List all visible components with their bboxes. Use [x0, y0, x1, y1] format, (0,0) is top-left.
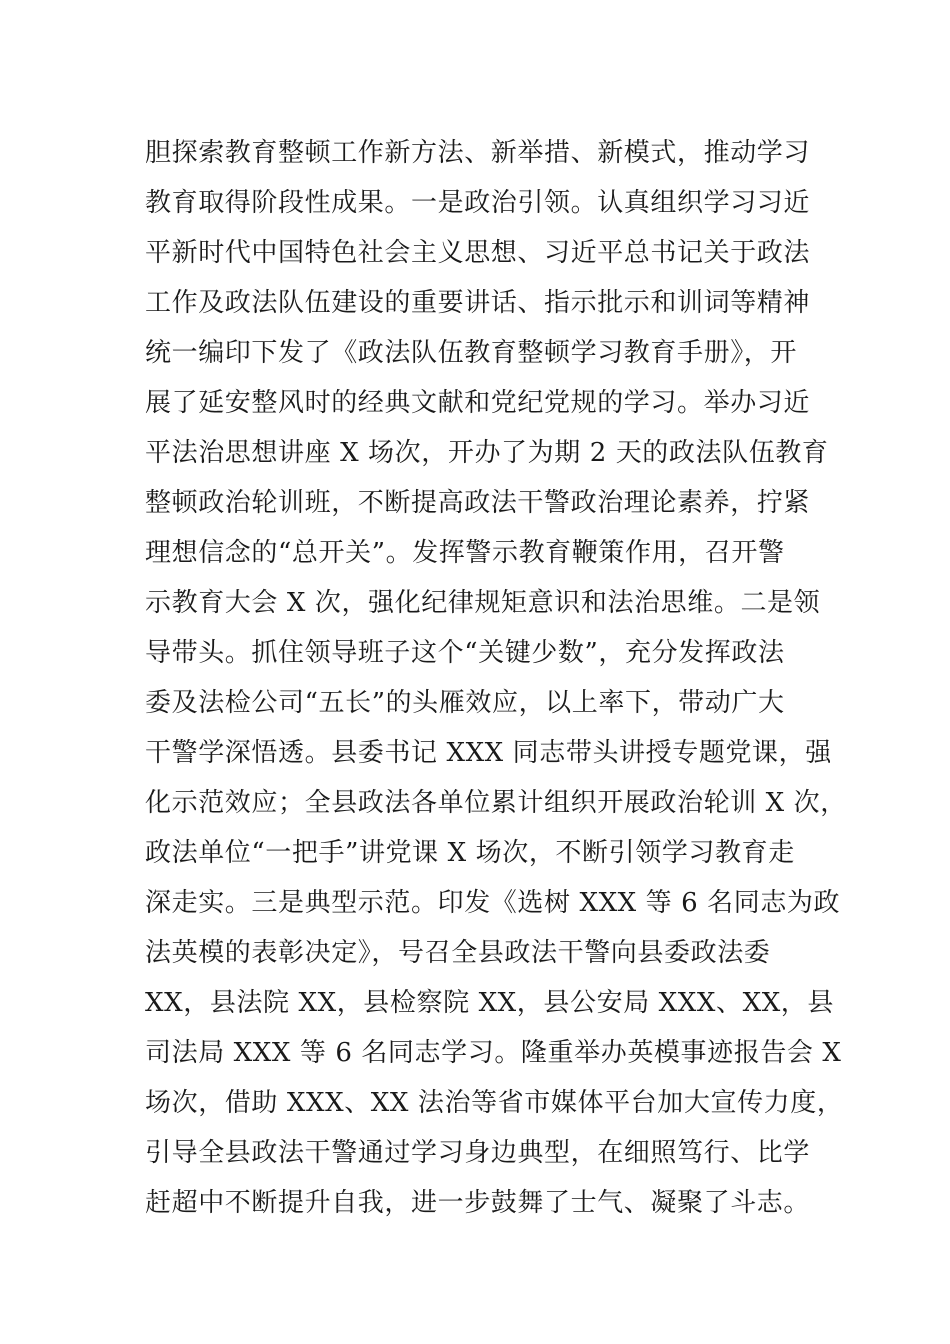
text-line-2: 教育取得阶段性成果。一是政治引领。认真组织学习习近	[145, 188, 811, 218]
text-line-7: 平法治思想讲座 X 场次，开办了为期 2 天的政法队伍教育	[145, 438, 829, 468]
text-line-13: 干警学深悟透。县委书记 XXX 同志带头讲授专题党课，强	[145, 738, 832, 768]
body-paragraph	[145, 128, 847, 1228]
text-line-3: 平新时代中国特色社会主义思想、习近平总书记关于政法	[145, 238, 811, 268]
text-line-17: 法英模的表彰决定》，号召全县政法干警向县委政法委	[145, 938, 771, 968]
text-line-9: 理想信念的“总开关”。发挥警示教育鞭策作用，召开警	[145, 538, 785, 568]
text-line-4: 工作及政法队伍建设的重要讲话、指示批示和训词等精神	[145, 288, 811, 318]
text-line-10: 示教育大会 X 次，强化纪律规矩意识和法治思维。二是领	[145, 588, 821, 618]
text-line-11: 导带头。抓住领导班子这个“关键少数”，充分发挥政法	[145, 638, 785, 668]
text-line-20: 场次，借助 XXX、XX 法治等省市媒体平台加大宣传力度，	[145, 1088, 844, 1118]
text-line-12: 委及法检公司“五长”的头雁效应，以上率下，带动广大	[145, 688, 785, 718]
text-line-18: XX，县法院 XX，县检察院 XX，县公安局 XXX、XX，县	[145, 988, 835, 1018]
text-line-16: 深走实。三是典型示范。印发《选树 XXX 等 6 名同志为政	[145, 888, 841, 918]
text-line-6: 展了延安整风时的经典文献和党纪党规的学习。举办习近	[145, 388, 811, 418]
text-line-14: 化示范效应；全县政法各单位累计组织开展政治轮训 X 次，	[145, 788, 847, 818]
text-line-22: 赶超中不断提升自我，进一步鼓舞了士气、凝聚了斗志。	[145, 1188, 811, 1218]
text-line-21: 引导全县政法干警通过学习身边典型，在细照笃行、比学	[145, 1138, 811, 1168]
text-line-8: 整顿政治轮训班，不断提高政法干警政治理论素养，拧紧	[145, 488, 811, 518]
text-line-19: 司法局 XXX 等 6 名同志学习。隆重举办英模事迹报告会 X	[145, 1038, 842, 1068]
text-line-5: 统一编印下发了《政法队伍教育整顿学习教育手册》，开	[145, 338, 798, 368]
text-line-1: 胆探索教育整顿工作新方法、新举措、新模式，推动学习	[145, 138, 811, 168]
text-line-15: 政法单位“一把手”讲党课 X 场次，不断引领学习教育走	[145, 838, 795, 868]
